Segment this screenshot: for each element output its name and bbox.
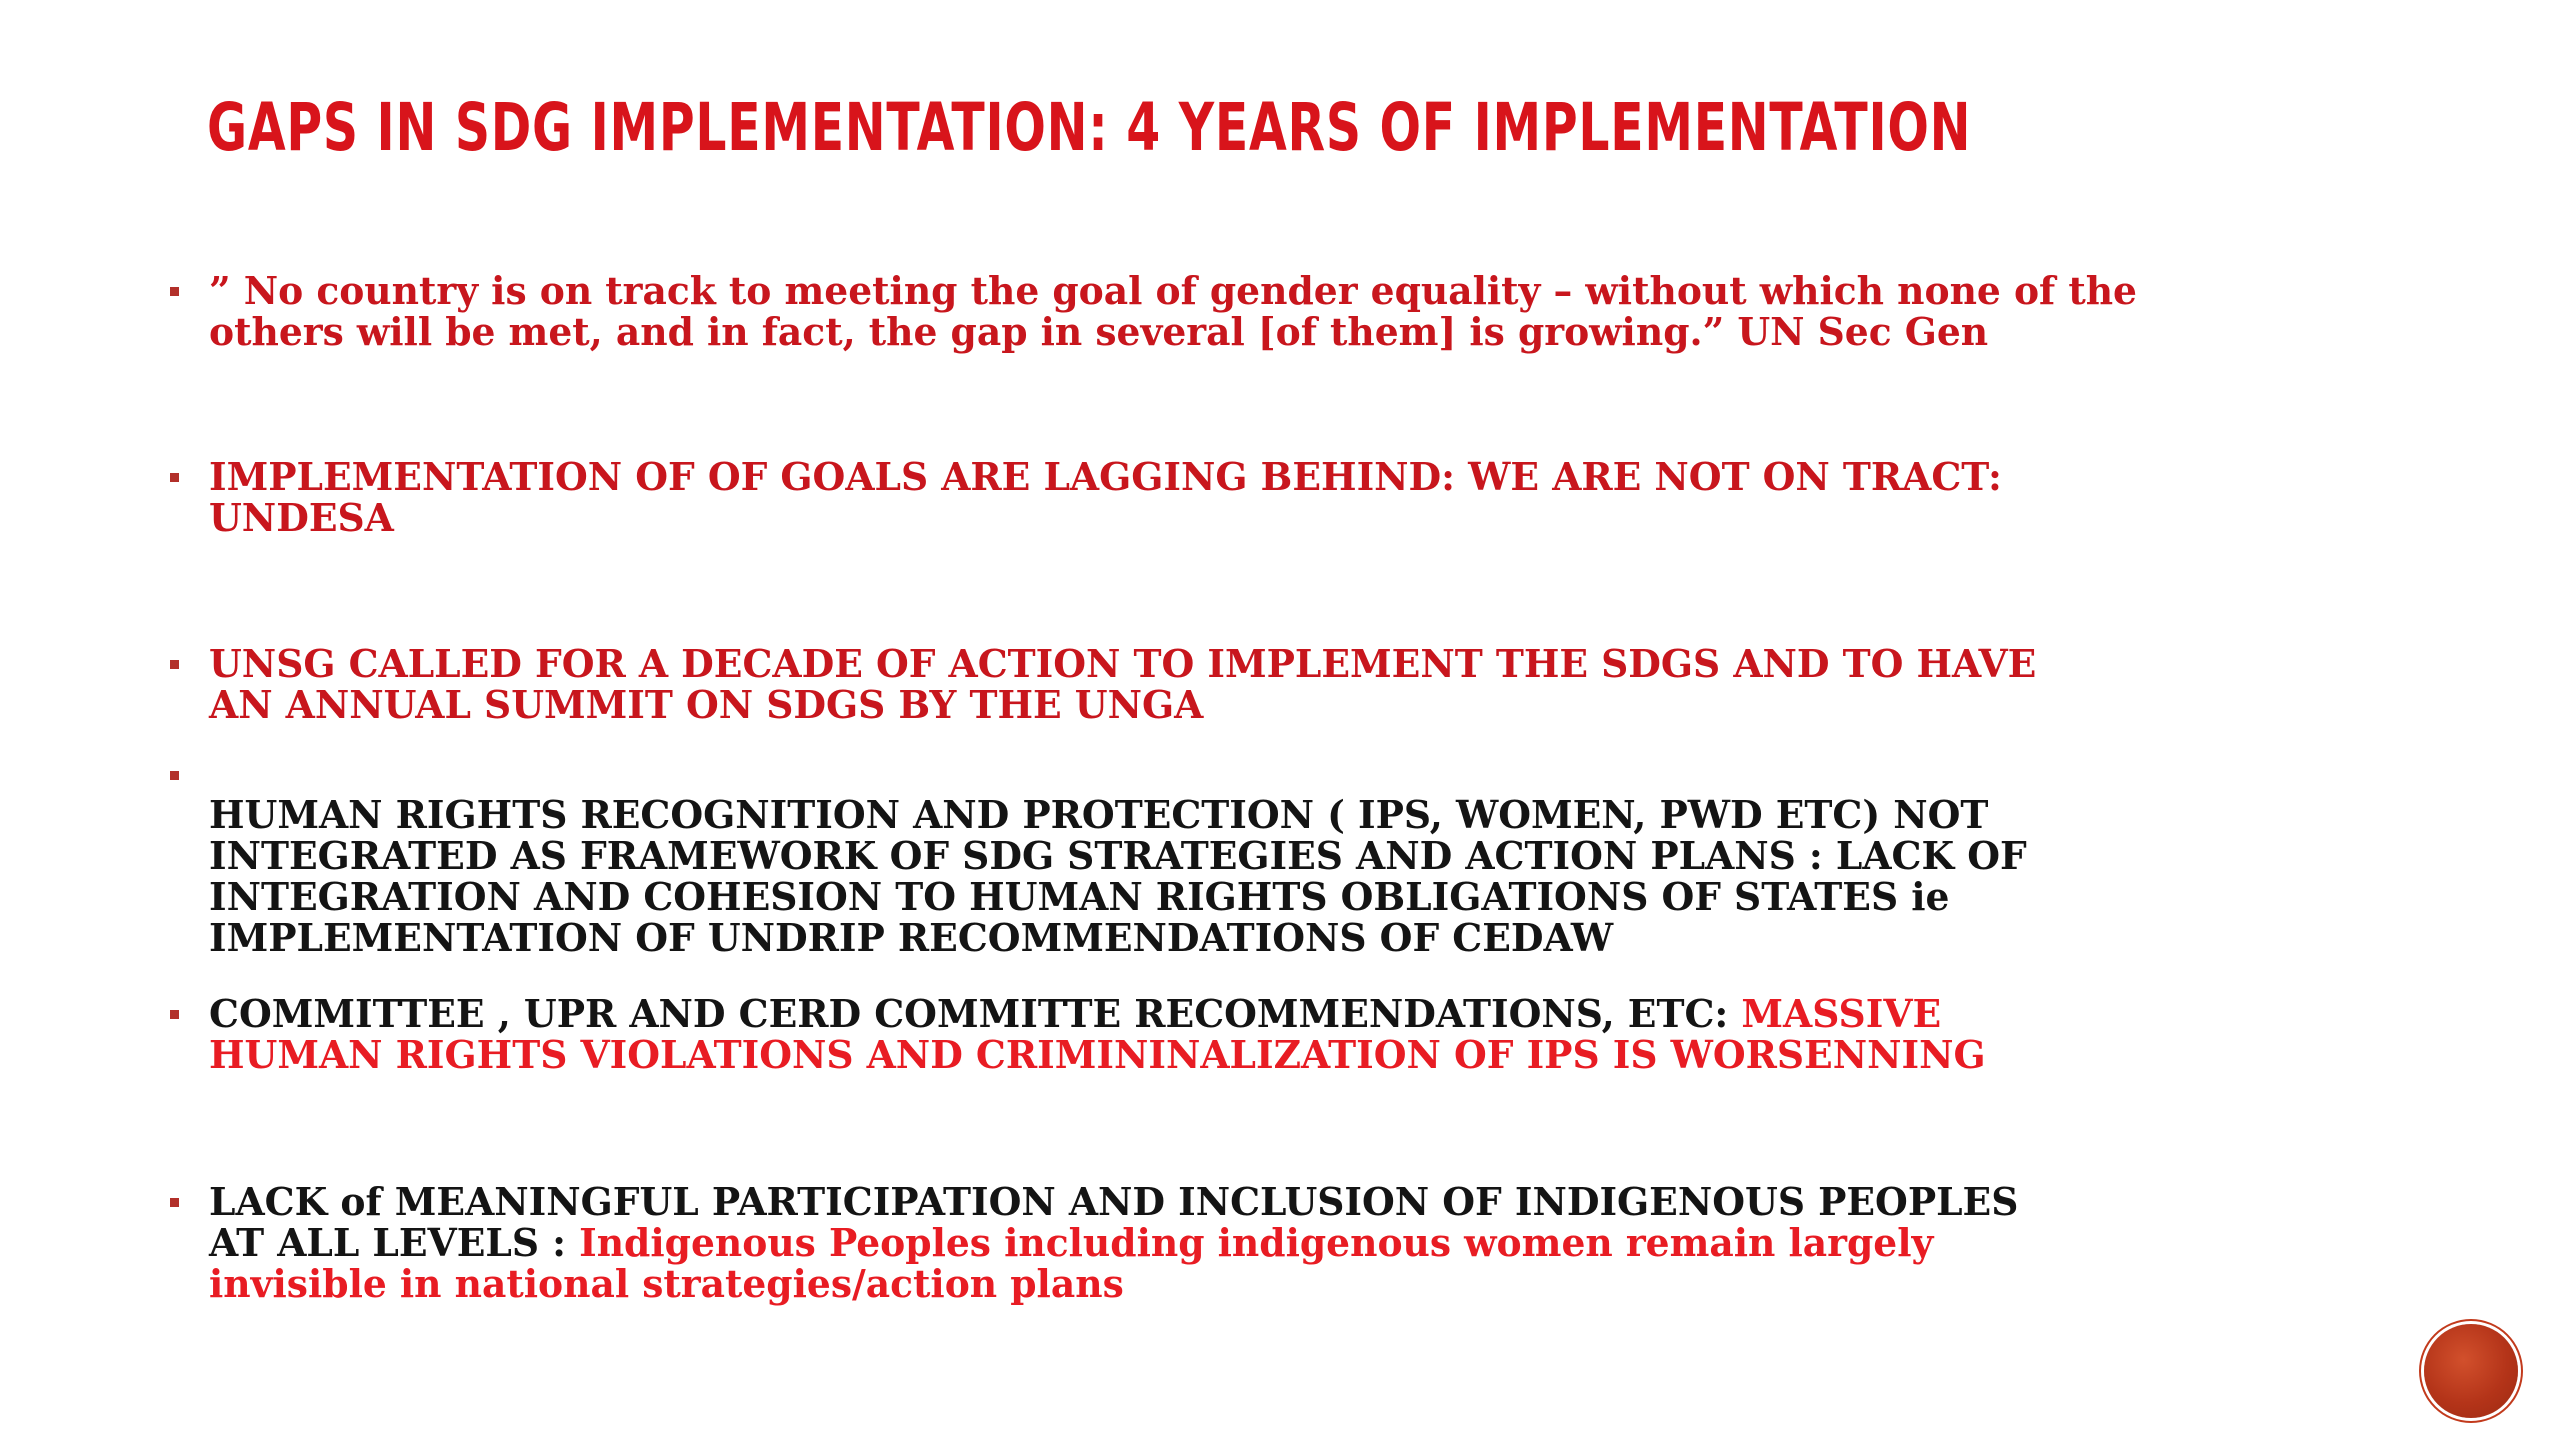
bullet-line	[209, 835, 2338, 876]
square-bullet-icon	[170, 287, 179, 296]
square-bullet-icon	[170, 1198, 179, 1207]
square-bullet-icon	[170, 1010, 179, 1019]
bullet-text	[209, 993, 2338, 1075]
text-run: invisible in national strategies/action plans	[209, 1261, 1124, 1306]
bullet-line	[209, 643, 2338, 684]
text-run: MASSIVE	[1741, 991, 1942, 1036]
bullet-text	[209, 270, 2338, 352]
text-run: AN ANNUAL SUMMIT ON SDGS BY THE UNGA	[209, 682, 1204, 727]
bullet-line	[209, 876, 2338, 917]
square-bullet-icon	[170, 473, 179, 482]
bullet-line	[209, 311, 2338, 352]
text-run: UNSG CALLED FOR A DECADE OF ACTION TO IMPLEMENT THE SDGS AND TO HAVE	[209, 641, 2037, 686]
square-bullet-icon	[170, 660, 179, 669]
bullet-line	[209, 794, 2338, 835]
text-run: INTEGRATED AS FRAMEWORK OF SDG STRATEGIES AND ACTION PLANS : LACK OF	[209, 833, 2027, 878]
bullet-line	[209, 497, 2338, 538]
bullet-line	[209, 993, 2338, 1034]
text-run: IMPLEMENTATION OF OF GOALS ARE LAGGING BEHIND: WE ARE NOT ON TRACT:	[209, 454, 2002, 499]
slide-logo-circle-icon	[2424, 1324, 2518, 1418]
bullet-line	[209, 760, 2338, 794]
text-run: COMMITTEE , UPR AND CERD COMMITTE RECOMMENDATIONS, ETC:	[209, 991, 1742, 1036]
text-run: ” No country is on track to meeting the goal of gender equality – without which none of the	[209, 268, 2137, 313]
text-run: HUMAN RIGHTS VIOLATIONS AND CRIMININALIZATION OF IPS IS WORSENNING	[209, 1032, 1986, 1077]
text-run: UNDESA	[209, 495, 394, 540]
bullet-line	[209, 1222, 2338, 1263]
text-run: Indigenous Peoples including indigenous women remain largely	[579, 1220, 1934, 1265]
bullet-line	[209, 456, 2338, 497]
slide-title: GAPS IN SDG IMPLEMENTATION: 4 YEARS OF IMPLEMENTATION	[207, 89, 1972, 166]
bullet-text	[209, 643, 2338, 725]
text-run: INTEGRATION AND COHESION TO HUMAN RIGHTS OBLIGATIONS OF STATES ie	[209, 874, 1950, 919]
bullet-text	[209, 760, 2338, 958]
bullet-line	[209, 270, 2338, 311]
text-run: LACK of MEANINGFUL PARTICIPATION AND INCLUSION OF INDIGENOUS PEOPLES	[209, 1179, 2019, 1224]
text-run: IMPLEMENTATION OF UNDRIP RECOMMENDATIONS OF CEDAW	[209, 915, 1614, 960]
text-run: AT ALL LEVELS :	[209, 1220, 580, 1265]
bullet-line	[209, 1263, 2338, 1304]
text-run: others will be met, and in fact, the gap in several [of them] is growing.” UN Sec Gen	[209, 309, 1989, 354]
square-bullet-icon	[170, 771, 179, 780]
bullet-text	[209, 456, 2338, 538]
bullet-line	[209, 684, 2338, 725]
bullet-text	[209, 1181, 2338, 1304]
text-run: HUMAN RIGHTS RECOGNITION AND PROTECTION ( IPS, WOMEN, PWD ETC) NOT	[209, 792, 1989, 837]
bullet-line	[209, 1034, 2338, 1075]
bullet-line	[209, 917, 2338, 958]
bullet-line	[209, 1181, 2338, 1222]
